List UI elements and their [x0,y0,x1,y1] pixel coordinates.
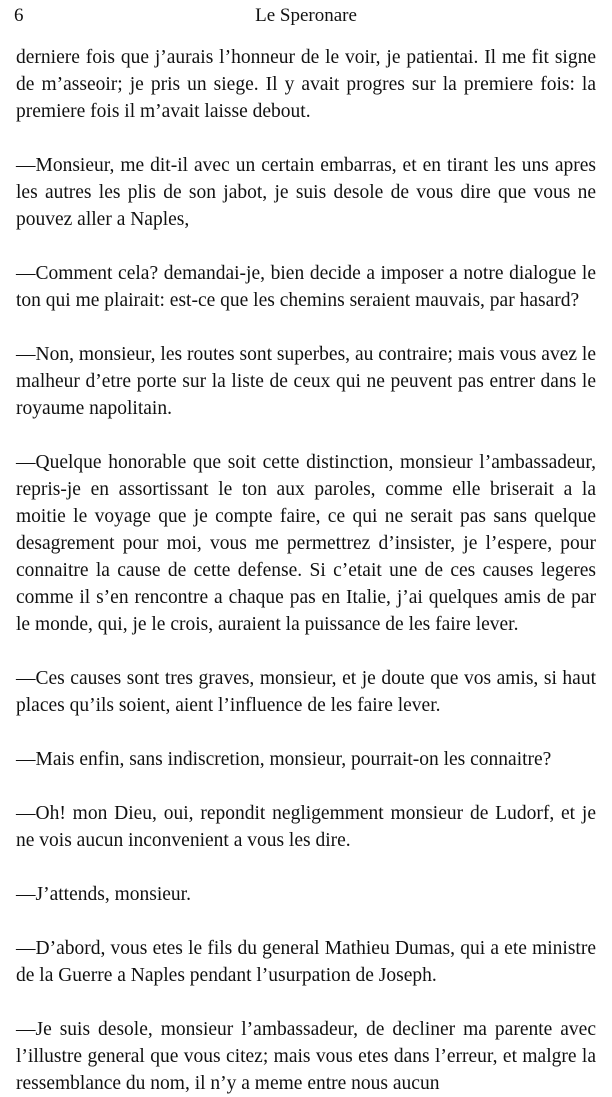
paragraph: —Monsieur, me dit-il avec un certain embarras, et en tirant les uns apres les autres les plis de son jabot, je suis desole de vous dire que vous ne pouvez aller a Naples, [16,155,596,230]
paragraph: —Mais enfin, sans indiscretion, monsieur, pourrait-on les connaitre? [16,749,552,770]
running-title: Le Speronare [255,5,357,26]
paragraph: —Oh! mon Dieu, oui, repondit negligemment monsieur de Ludorf, et je ne vois aucun inconvenient a vous les dire. [16,803,596,851]
paragraph: —J’attends, monsieur. [16,884,191,905]
paragraph: —Non, monsieur, les routes sont superbes, au contraire; mais vous avez le malheur d’etre porte sur la liste de ceux qui ne peuvent pas entrer dans le royaume napolitain. [16,344,596,419]
page-number: 6 [14,5,24,26]
paragraph: —Je suis desole, monsieur l’ambassadeur, de decliner ma parente avec l’illustre general que vous citez; mais vous etes dans l’erreur, et malgre la ressemblance du nom, il n’y a meme entre nous aucun [16,1019,596,1094]
body-text [16,44,596,1097]
paragraph: —Ces causes sont tres graves, monsieur, et je doute que vos amis, si haut places qu’ils soient, aient l’influence de les faire lever. [16,668,596,716]
paragraph: —Comment cela? demandai-je, bien decide a imposer a notre dialogue le ton qui me plairait: est-ce que les chemins seraient mauvais, par hasard? [16,263,596,311]
paragraph: —Quelque honorable que soit cette distinction, monsieur l’ambassadeur, repris-je en assortissant le ton aux paroles, comme elle briserait a la moitie le voyage que je compte faire, ce qui ne serait pas sans quelque desagrement pour moi, vous me permettrez d’insister, je l’espere, pour connaitre la cause de cette defense. Si c’etait une de ces causes legeres comme il s’en rencontre a chaque pas en Italie, j’ai quelques amis de par le monde, qui, je le crois, auraient la puissance de les faire lever. [16,452,596,635]
page-header [14,4,598,28]
paragraph: derniere fois que j’aurais l’honneur de le voir, je patientai. Il me fit signe de m’asseoir; je pris un siege. Il y avait progres sur la premiere fois: la premiere fois il m’avait laisse debout. [16,47,596,122]
paragraph: —D’abord, vous etes le fils du general Mathieu Dumas, qui a ete ministre de la Guerre a Naples pendant l’usurpation de Joseph. [16,938,596,986]
